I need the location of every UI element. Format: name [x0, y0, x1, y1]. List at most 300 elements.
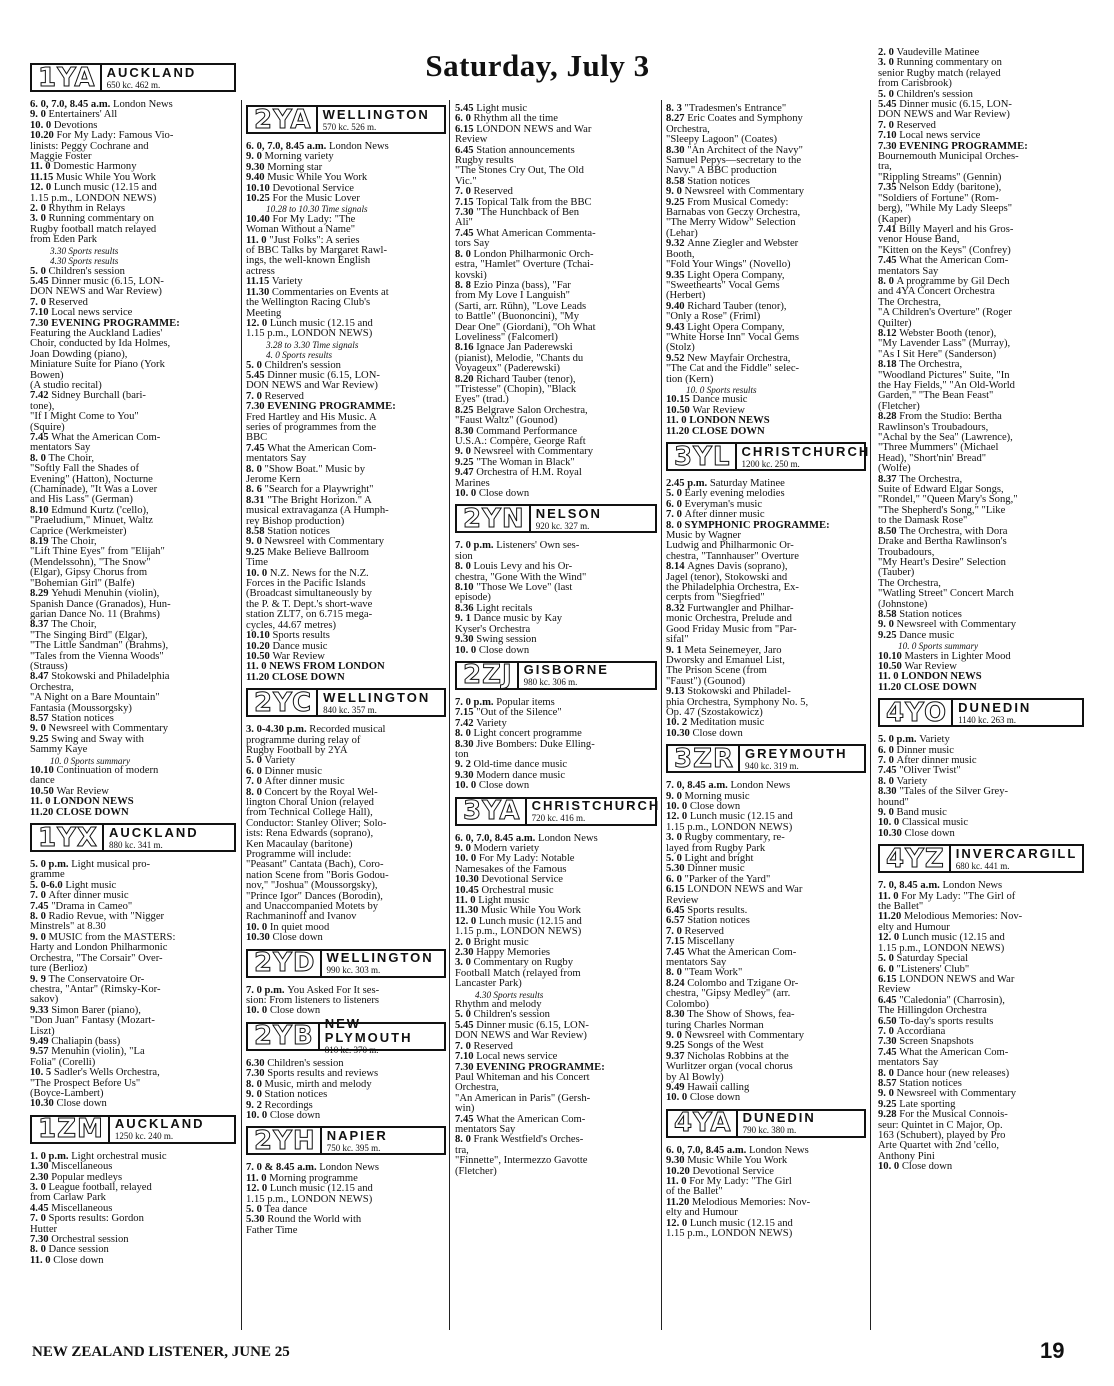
programme-line: 7. 0 After dinner music	[666, 509, 765, 521]
programme-line: 5. 0 Light and bright	[666, 853, 754, 864]
programme-line: DON NEWS and War Review)	[455, 1030, 587, 1042]
programme-line: 7. 0 & 8.45 a.m. London News	[246, 1162, 380, 1174]
programme-line: 6.15 LONDON NEWS and War	[455, 123, 592, 135]
programme-line: 10.20 Devotional Service	[666, 1165, 774, 1177]
programme-line: 12. 0 Lunch music (12.15 and	[455, 915, 582, 927]
programme-line: 1.15 p.m., LONDON NEWS)	[246, 328, 373, 340]
station-info	[735, 444, 871, 469]
programme-line: ton	[455, 748, 469, 760]
programme-line: Garden," "The Bean Feast"	[878, 390, 994, 402]
programme-line: "Prince Igor" Dances (Borodin),	[246, 890, 383, 902]
programme-line: "Rippling Streams" (Gennin)	[878, 171, 1002, 183]
station-logo: 2YD	[254, 948, 316, 979]
programme-line: "My Lavender Lass" (Murray),	[878, 338, 1011, 350]
station-info	[738, 746, 848, 771]
programme-line: "Soldiers of Fortune" (Rom-	[878, 192, 999, 204]
programme-line: 11. 0 For My Lady: "The Girl of	[878, 890, 1016, 902]
programme-line: to the Damask Rose"	[878, 515, 968, 527]
station-info	[525, 799, 661, 824]
programme-line: Orchestra,	[30, 681, 74, 693]
programme-line: 10.40 For My Lady: "The	[246, 213, 356, 225]
programme-line: 9.40 Richard Tauber (tenor),	[666, 300, 787, 312]
programme-line: 5.30 Round the World with	[246, 1214, 362, 1226]
station-header-1yx	[30, 823, 236, 852]
programme-line: 10. 0 Sports summary	[898, 641, 979, 652]
programme-line: from Technical College Hall),	[246, 807, 373, 819]
programme-line: (Broadcast simultaneously by	[246, 588, 372, 600]
programme-line: U.S.A.: Compère, George Raft	[455, 436, 586, 447]
programme-line: 7.45 What American Commenta-	[455, 227, 596, 239]
programme-line: 9. 0 Newsreel with Commentary	[246, 536, 384, 548]
programme-line: "As I Sit Here" (Sanderson)	[878, 348, 997, 360]
programme-line: "The Shepherd's Song," "Like	[878, 504, 1006, 516]
programme-line: Folia" (Corelli)	[30, 1056, 96, 1068]
programme-line: 9.33 Simon Barer (piano),	[30, 1004, 141, 1016]
programme-line: (Mendelssohn), "The Snow"	[30, 556, 151, 568]
programme-line: Rachmaninoff and Ivanov	[246, 911, 357, 923]
programme-line: 10. 0 Close down	[246, 1005, 321, 1017]
programme-line: 11. 0 Domestic Harmony	[30, 161, 137, 173]
programme-line: "Don Juan" Fantasy (Mozart-	[30, 1015, 155, 1027]
programme-line: Navy." A BBC production	[666, 165, 777, 177]
programme-line: Head), "Short'nin' Bread"	[878, 452, 987, 464]
programme-line: 10. 0 Close down	[455, 780, 530, 792]
programme-line: 6. 0 Rhythm all the time	[455, 113, 558, 125]
programme-line: and Unaccompanied Motets by	[246, 901, 379, 913]
programme-line: 10. 2 Meditation music	[666, 717, 765, 729]
programme-line: Rugby results	[455, 155, 514, 167]
programme-line: 8.36 Light recitals	[455, 602, 533, 614]
programme-line: 8. 0 London Philharmonic Orch-	[455, 248, 594, 260]
station-logo: 1ZM	[38, 1114, 104, 1145]
programme-line: 9. 0 Entertainers' All	[30, 109, 118, 121]
programme-line: DON NEWS and War Review)	[30, 286, 162, 298]
programme-line: 8.58 Station notices	[666, 175, 750, 187]
programme-line: 1.15 p.m., LONDON NEWS)	[246, 1193, 373, 1205]
programme-line: 7.30 EVENING PROGRAMME:	[455, 1061, 605, 1073]
programme-line: 8. 0 Concert by the Royal Wel-	[246, 786, 378, 798]
station-header-2yd	[246, 949, 446, 978]
programme-line: 11.30 Commentaries on Events at	[246, 286, 389, 298]
programme-line: 7.10 Local news service	[455, 1051, 558, 1063]
page-title: Saturday, July 3	[425, 48, 650, 83]
programme-line: garian Dance No. 11 (Brahms)	[30, 608, 160, 620]
programme-line: DON NEWS and War Review)	[878, 109, 1010, 121]
programme-line: 8. 0 Louis Levy and his Or-	[455, 561, 573, 573]
station-city: AUCKLAND	[108, 824, 199, 840]
programme-line: Drake and Bertha Rawlinson's	[878, 536, 1007, 548]
programme-line: Barnabas von Geczy Orchestra,	[666, 207, 801, 219]
programme-line: Joan Dowding (piano),	[30, 348, 128, 360]
programme-line: Paul Whiteman and his Concert	[455, 1071, 590, 1083]
station-logo: 2YB	[254, 1021, 314, 1052]
programme-line: berg), "While My Lady Sleeps"	[878, 203, 1013, 215]
programme-line: and His Lass" (German)	[30, 494, 133, 506]
programme-line: (Strauss)	[30, 660, 68, 672]
programme-line: 11. 0 LONDON NEWS	[666, 415, 770, 427]
station-info	[108, 1117, 205, 1142]
programme-line: kovski)	[455, 269, 487, 281]
programme-line: 9.25 Dance music	[878, 629, 955, 641]
programme-line: Football Match (relayed from	[455, 967, 581, 979]
programme-line: of the Ballet"	[666, 1186, 723, 1198]
programme-line: 7. 0 Reserved	[455, 186, 513, 198]
column-1	[30, 58, 236, 1266]
programme-line: The Hillingdon Orchestra	[878, 1005, 987, 1017]
programme-line: 10.20 Dance music	[246, 640, 328, 652]
station-city: CHRISTCHURCH	[741, 443, 871, 459]
programme-line: musical extravaganza (A Humph-	[246, 505, 389, 517]
programme-line: 1.15 p.m., LONDON NEWS)	[878, 942, 1005, 954]
programme-line: sion	[455, 550, 473, 562]
programme-line: 6.45 Station announcements	[455, 144, 575, 156]
programme-line: 9. 0 Band music	[878, 807, 947, 819]
station-info	[316, 107, 430, 132]
programme-line: station ZLT7, on 6.715 mega-	[246, 609, 373, 621]
programme-line: 9.30 Music While You Work	[666, 1155, 788, 1167]
programme-line: programme during relay of	[246, 734, 361, 746]
column-4	[666, 103, 871, 1239]
programme-line: Colombo)	[666, 998, 709, 1010]
programme-line: Rugby Football by 2YA	[246, 744, 348, 756]
station-info	[949, 846, 1078, 871]
programme-line: win)	[455, 1103, 475, 1115]
station-logo: 4YZ	[886, 843, 945, 874]
programme-line: 10.25 For the Music Lover	[246, 193, 360, 205]
programme-line: 8.24 Colombo and Tzigane Or-	[666, 977, 799, 989]
programme-line: 7.10 Local news service	[30, 307, 133, 319]
programme-line: the Wellington Racing Club's	[246, 297, 371, 309]
programme-line: gramme	[30, 869, 65, 881]
programme-line: 7.45 What the American Com-	[666, 946, 797, 958]
station-header-2yn	[455, 504, 657, 533]
programme-line: (Elgar), Gipsy Chorus from	[30, 567, 148, 579]
programme-line: 5.45 Dinner music (6.15, LON-	[246, 369, 380, 381]
programme-line: 12. 0 Lunch music (12.15 and	[666, 1217, 793, 1229]
station-info	[102, 825, 199, 850]
programme-line: (Tauber)	[878, 567, 915, 579]
programme-line: Wurlitzer organ (vocal chorus	[666, 1061, 793, 1073]
programme-line: (Lehar)	[666, 227, 698, 239]
programme-line: Woman Without a Name"	[246, 224, 356, 236]
programme-line: 9. 0 Newsreel with Commentary	[455, 446, 593, 458]
programme-line: 4.45 Miscellaneous	[30, 1202, 113, 1214]
programme-line: "Finnette", Intermezzo Gavotte	[455, 1155, 588, 1167]
station-header-3zr	[666, 744, 866, 773]
station-logo: 2ZJ	[463, 660, 513, 691]
programme-line: Voyageux" (Paderewski)	[455, 363, 561, 375]
programme-line: "Praeludium," Minuet, Waltz	[30, 515, 153, 527]
programme-line: 1. 0 p.m. Light orchestral music	[30, 1150, 167, 1162]
station-frequency: 720 kc. 416 m.	[531, 813, 586, 824]
footer-publication: NEW ZEALAND LISTENER, JUNE 25	[32, 1344, 290, 1360]
programme-line: 7.30 Sports results and reviews	[246, 1068, 379, 1080]
programme-line: Father Time	[246, 1224, 298, 1236]
programme-line: 11.20 CLOSE DOWN	[666, 425, 765, 437]
programme-line: (A studio recital)	[30, 379, 102, 391]
programme-line: 9. 0 Modern variety	[455, 842, 540, 854]
programme-line: 6. 0 Dinner music	[246, 765, 322, 777]
programme-line: The Orchestra,	[878, 296, 941, 308]
programme-line: 7. 0 Reserved	[878, 119, 936, 131]
programme-line: Spanish Dance (Granados), Hun-	[30, 598, 171, 610]
programme-line: 9.30 Morning star	[246, 161, 323, 173]
programme-line: Programme will include:	[246, 849, 352, 860]
programme-line: 7. 0 p.m. You Asked For It ses-	[246, 984, 380, 996]
programme-line: 9.13 Stokowski and Philadel-	[666, 686, 791, 698]
programme-line: 8.28 From the Studio: Bertha	[878, 411, 1002, 423]
column-2	[246, 100, 446, 1236]
programme-line: (Wolfe)	[878, 463, 911, 475]
column-divider	[661, 100, 662, 1330]
programme-line: "Bohemian Girl" (Balfe)	[30, 577, 135, 589]
station-frequency: 1200 kc. 250 m.	[741, 458, 800, 469]
programme-line: 7. 0 Reserved	[246, 390, 304, 402]
station-header-4yo	[878, 698, 1084, 727]
programme-line: "The Little Sandman" (Brahms),	[30, 640, 169, 652]
programme-line: 8.18 The Orchestra,	[878, 359, 963, 371]
programme-line: 7.41 Billy Mayerl and his Gros-	[878, 223, 1014, 235]
programme-line: 8. 8 Ezio Pinza (bass), "Far	[455, 279, 571, 291]
programme-line: 5. 0 Saturday Special	[878, 953, 969, 965]
programme-line: 9.37 Nicholas Robbins at the	[666, 1050, 789, 1062]
programme-line: 7.30 "The Hunchback of Ben	[455, 207, 580, 219]
programme-line: 7. 0 p.m. Listeners' Own ses-	[455, 540, 580, 552]
programme-line: Lancaster Park)	[455, 978, 522, 990]
programme-line: "The Cat and the Fiddle" selec-	[666, 363, 800, 375]
programme-line: 7.15 "Out of the Silence"	[455, 707, 562, 719]
programme-line: 2.45 p.m. Saturday Matinee	[666, 478, 785, 489]
programme-line: "Sweethearts" Vocal Gems	[666, 279, 780, 291]
programme-line: 9. 0 Newsreel with Commentary	[666, 186, 804, 198]
programme-line: 7.45 "Oliver Twist"	[878, 765, 961, 777]
programme-listing	[455, 698, 657, 792]
station-info	[320, 951, 434, 976]
programme-line: 8. 0 A programme by Gil Dech	[878, 275, 1010, 287]
programme-line: 10. 0 Close down	[246, 1109, 321, 1121]
station-header-2ya	[246, 105, 446, 134]
programme-line: 8.31 "The Bright Horizon." A	[246, 494, 372, 506]
programme-line: 8. 0 Dance hour (new releases)	[878, 1067, 1010, 1079]
programme-line: "Faust Waltz" (Gounod)	[455, 415, 558, 427]
station-city: NEW PLYMOUTH	[324, 1016, 413, 1046]
station-info	[318, 1016, 444, 1056]
programme-line: 12. 0 Lunch music (12.15 and	[246, 317, 373, 329]
programme-line: 7. 0, 8.45 a.m. London News	[666, 780, 791, 792]
programme-line: 10.50 War Review	[30, 785, 109, 797]
station-frequency: 750 kc. 395 m.	[326, 1142, 381, 1153]
programme-line: Samuel Pepys—secretary to the	[666, 155, 802, 167]
programme-line: Eyes" (trad.)	[455, 394, 509, 406]
station-header-4ya	[666, 1109, 866, 1138]
programme-line: 10. 0 Devotions	[30, 119, 98, 131]
programme-line: 7.45 "Drama in Cameo"	[30, 900, 133, 912]
programme-line: 8.27 Eric Coates and Symphony	[666, 113, 803, 125]
programme-line: "Sleepy Lagoon" (Coates)	[666, 134, 778, 146]
programme-line: 5. 0 Children's session	[246, 359, 341, 371]
station-logo: 2YN	[463, 503, 525, 534]
programme-line: 8. 0 Frank Westfield's Orches-	[455, 1134, 584, 1146]
programme-line: 11. 0 Close down	[30, 1254, 104, 1266]
station-header-2yh	[246, 1126, 446, 1155]
programme-line: 5.45 Light music	[455, 103, 528, 114]
programme-line: 6.45 Sports results.	[666, 905, 748, 917]
programme-line: 6.15 LONDON NEWS and War	[666, 884, 803, 896]
programme-line: ture (Berlioz)	[30, 963, 88, 975]
station-frequency: 880 kc. 341 m.	[108, 839, 163, 850]
programme-line: 6. 0 "Listeners' Club"	[878, 963, 970, 975]
programme-line: 7. 0, 8.45 a.m. London News	[878, 880, 1003, 892]
programme-line: "The Stones Cry Out, The Old	[455, 165, 584, 177]
programme-line: Suite of Edward Elgar Songs,	[878, 484, 1004, 496]
programme-line: 8. 0 Radio Revue, with "Nigger	[30, 911, 165, 923]
programme-line: 6.30 Children's session	[246, 1057, 344, 1069]
programme-listing	[455, 541, 657, 655]
programme-line: Booth,	[666, 248, 695, 260]
programme-line: "If I Might Come to You"	[30, 411, 139, 423]
programme-line: 8.20 Richard Tauber (tenor),	[455, 373, 576, 385]
programme-line: Forces in the Pacific Islands	[246, 578, 366, 590]
programme-line: (Herbert)	[666, 290, 706, 302]
programme-line: (Stolz)	[666, 342, 695, 354]
station-frequency: 990 kc. 303 m.	[326, 965, 381, 976]
programme-line: 7. 0 After dinner music	[30, 890, 129, 902]
programme-listing	[878, 881, 1084, 1172]
programme-line: 9. 0 Newsreel with Commentary	[30, 723, 168, 735]
programme-line: 2.30 Popular medleys	[30, 1171, 123, 1183]
station-city: DUNEDIN	[958, 699, 1032, 715]
programme-line: Op. 47 (Szostakowicz)	[666, 706, 763, 718]
programme-line: 12. 0 Lunch music (12.15 and	[246, 1183, 373, 1195]
programme-line: from Carlaw Park	[30, 1192, 106, 1204]
programme-line: 11.30 Music While You Work	[455, 905, 581, 917]
programme-line: lington Choral Union (relayed	[246, 796, 374, 808]
programme-line: (Fletcher)	[455, 1165, 497, 1177]
station-frequency: 1140 kc. 263 m.	[958, 714, 1017, 725]
programme-line: 6.15 LONDON NEWS and War	[878, 973, 1015, 985]
programme-line: "Kitten on the Keys" (Confrey)	[878, 244, 1011, 256]
programme-line: 6. 0 Everyman's music	[666, 498, 763, 510]
programme-line: 4. 0 Sports results	[266, 350, 333, 361]
station-city: WELLINGTON	[323, 689, 431, 705]
programme-line: 10. 0 For My Lady: Notable	[455, 853, 575, 865]
programme-line: (Chaminade), "It Was a Lover	[30, 484, 158, 496]
station-frequency: 980 kc. 306 m.	[523, 677, 578, 688]
programme-line: (Boyce-Lambert)	[30, 1087, 104, 1099]
station-city: WELLINGTON	[326, 950, 434, 966]
programme-line: chestra, "Tannhauser" Overture	[666, 550, 799, 562]
programme-line: 8. 6 "Search for a Playwright"	[246, 484, 374, 496]
programme-line: 10.28 to 10.30 Time signals	[266, 204, 368, 215]
programme-listing	[246, 725, 446, 944]
programme-listing	[30, 1152, 236, 1266]
programme-line: Fantasia (Moussorgsky)	[30, 702, 132, 714]
programme-line: tone),	[30, 400, 55, 412]
programme-line: 9. 0 Morning music	[666, 790, 750, 802]
programme-listing	[30, 860, 236, 1110]
programme-line: 8.30 Jive Bombers: Duke Elling-	[455, 738, 595, 750]
programme-line: (Kaper)	[878, 213, 911, 225]
programme-line: from Eden Park	[30, 234, 98, 246]
programme-line: 10.30 Close down	[30, 1098, 107, 1110]
programme-line: sifal"	[666, 634, 689, 646]
programme-line: 2. 0 Bright music	[455, 936, 529, 948]
programme-line: 8.16 Ignace Jan Paderewski	[455, 342, 573, 354]
programme-line: 11. 0 Morning programme	[246, 1172, 358, 1184]
programme-line: 7. 0 After dinner music	[878, 755, 977, 766]
station-info	[320, 1128, 388, 1153]
programme-line: senior Rugby match (relayed	[878, 67, 1001, 79]
programme-line: 7.45 What the American Com-	[878, 1046, 1009, 1058]
programme-line: elty and Humour	[666, 1207, 738, 1219]
programme-line: The Prison Scene (from	[666, 665, 767, 677]
programme-line: 7.45 What the American Com-	[246, 442, 377, 454]
programme-line: Rugby football match relayed	[30, 223, 157, 235]
programme-line: 5. 0 Children's session	[455, 1009, 550, 1021]
programme-line: 1.15 p.m., LONDON NEWS)	[666, 1228, 793, 1239]
programme-line: 6. 0, 7.0, 8.45 a.m. London News	[666, 1144, 809, 1156]
programme-line: 12. 0 Lunch music (12.15 and	[878, 932, 1005, 944]
programme-line: 9.43 Light Opera Company,	[666, 321, 785, 333]
programme-line: Dear One" (Giordani), "Oh What	[455, 321, 596, 333]
programme-line: 10.30 Devotional Service	[455, 874, 563, 886]
programme-line: monic Orchestra, Prelude and	[666, 613, 792, 625]
programme-line: 7. 0 After dinner music	[246, 776, 345, 788]
programme-line: 9.35 Light Opera Company,	[666, 269, 785, 281]
programme-line: 5. 0 Early evening melodies	[666, 488, 785, 500]
programme-line: 8.57 Station notices	[30, 712, 114, 724]
programme-listing	[666, 781, 866, 1104]
programme-line: 8. 0 Variety	[878, 775, 928, 787]
programme-line: "Rondel," "Queen Mary's Song,"	[878, 494, 1018, 506]
programme-line: 9. 1 Meta Seinemeyer, Jaro	[666, 644, 782, 656]
station-frequency: 790 kc. 380 m.	[742, 1125, 797, 1136]
station-logo: 2YH	[254, 1125, 316, 1156]
programme-line: 8. 0 SYMPHONIC PROGRAMME:	[666, 519, 830, 531]
programme-line: Time	[246, 557, 268, 569]
programme-line: 5. 0-6.0 Light music	[30, 879, 117, 891]
programme-line: 11. 0 Light music	[455, 895, 530, 906]
programme-line: 10.30 Close down	[666, 727, 743, 739]
programme-line: 7.42 Variety	[455, 717, 507, 729]
programme-line: 11.20 Melodious Memories: Nov-	[878, 911, 1023, 923]
programme-line: 11.20 CLOSE DOWN	[878, 681, 977, 693]
programme-line: the Philadelphia Orchestra, Ex-	[666, 582, 799, 594]
programme-line: Featuring the Auckland Ladies'	[30, 327, 163, 339]
station-logo: 2YA	[254, 104, 312, 135]
programme-line: 11.15 Music While You Work	[30, 171, 156, 183]
station-info	[529, 506, 602, 531]
programme-line: 9.52 New Mayfair Orchestra,	[666, 352, 791, 364]
station-logo: 2YC	[254, 687, 313, 718]
programme-line: 7.30 EVENING PROGRAMME:	[246, 401, 396, 413]
programme-line: 8.30 Command Performance	[455, 425, 578, 437]
programme-line: 9.30 Swing session	[455, 634, 537, 646]
programme-line: 10. 0 Close down	[666, 1092, 741, 1104]
programme-line: 8.14 Agnes Davis (soprano),	[666, 561, 788, 573]
programme-line: 10. 0 Close down	[666, 800, 741, 812]
programme-line: 10. 0 Sports results	[686, 384, 757, 395]
station-frequency: 940 kc. 319 m.	[744, 760, 799, 771]
programme-line: 163 (Schubert), played by Pro	[878, 1130, 1006, 1141]
programme-listing	[455, 104, 657, 499]
programme-line: the Ballet"	[878, 901, 924, 913]
station-frequency: 650 kc. 462 m.	[106, 79, 161, 90]
programme-line: 9. 2 Old-time dance music	[455, 759, 568, 771]
programme-line: Bowen)	[30, 369, 64, 381]
programme-line: Good Friday Music from "Par-	[666, 623, 797, 635]
programme-line: "A Night on a Bare Mountain"	[30, 692, 160, 704]
